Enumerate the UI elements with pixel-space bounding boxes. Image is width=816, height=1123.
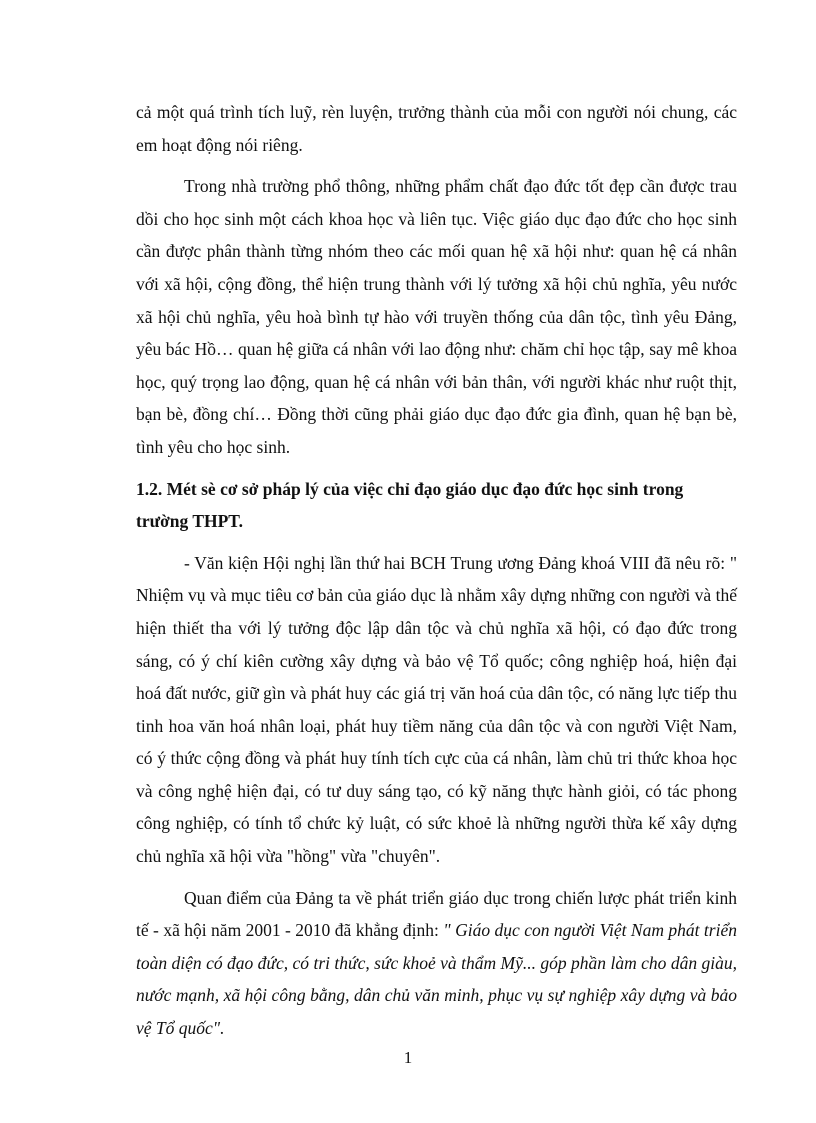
section-heading-1-2: 1.2. Mét sè cơ sở pháp lý của việc chỉ đạo giáo dục đạo đức học sinh trong trường THPT. — [136, 478, 684, 532]
paragraph-moral-education: Trong nhà trường phổ thông, những phẩm chất đạo đức tốt đẹp cần được trau dồi cho học sinh một cách khoa học và liên tục. Việc giáo dục đạo đức cho học sinh cần được phân thành từng nhóm theo các mối quan hệ xã hội như: quan hệ cá nhân với xã hội, cộng đồng, thể hiện trung thành với lý tưởng xã hội chủ nghĩa, yêu nước xã hội chủ nghĩa, yêu hoà bình tự hào với truyền thống của dân tộc, tình yêu Đảng, yêu bác Hồ… quan hệ giữa cá nhân với lao động như: chăm chỉ học tập, say mê khoa học, quý trọng lao động, quan hệ cá nhân với bản thân, với người khác như ruột thịt, bạn bè, đồng chí… Đồng thời cũng phải giáo dục đạo đức gia đình, quan hệ bạn bè, tình yêu cho học sinh. — [136, 176, 737, 457]
paragraph-continuation: cả một quá trình tích luỹ, rèn luyện, trưởng thành của mỗi con người nói chung, các em hoạt động nói riêng. — [136, 102, 737, 155]
page-number: 1 — [403, 1048, 413, 1067]
paragraph-party-document: - Văn kiện Hội nghị lần thứ hai BCH Trung ương Đảng khoá VIII đã nêu rõ: " Nhiệm vụ và mục tiêu cơ bản của giáo dục là nhằm xây dựng những con người và thế hiện thiết tha với lý tưởng độc lập dân tộc và chủ nghĩa xã hội, có đạo đức trong sáng, có ý chí kiên cường xây dựng và bảo vệ Tổ quốc; công nghiệp hoá, hiện đại hoá đất nước, giữ gìn và phát huy các giá trị văn hoá của dân tộc, có năng lực tiếp thu tinh hoa văn hoá nhân loại, phát huy tiềm năng của dân tộc và con người Việt Nam, có ý thức cộng đồng và phát huy tính tích cực của cá nhân, làm chủ tri thức khoa học và công nghệ hiện đại, có tư duy sáng tạo, có kỹ năng thực hành giỏi, có tác phong công nghiệp, có tính tổ chức kỷ luật, có sức khoẻ là những người thừa kế xây dựng chủ nghĩa xã hội vừa "hồng" vừa "chuyên". — [136, 552, 737, 867]
document-body — [136, 96, 737, 1045]
strategy-intro-text: Quan điểm của Đảng ta về phát triển giáo dục trong chiến lược phát triển kinh tế - xã hội năm 2001 - 2010 đã khẳng định: — [136, 887, 737, 941]
strategy-quote: " Giáo dục con người Việt Nam phát triển toàn diện có đạo đức, có tri thức, sức khoẻ và thẩm Mỹ... góp phần làm cho dân giàu, nước mạnh, xã hội công bằng, dân chủ văn minh, phục vụ sự nghiệp xây dựng và bảo vệ Tổ quốc". — [136, 920, 737, 1039]
paragraph-education-strategy — [136, 882, 737, 1045]
